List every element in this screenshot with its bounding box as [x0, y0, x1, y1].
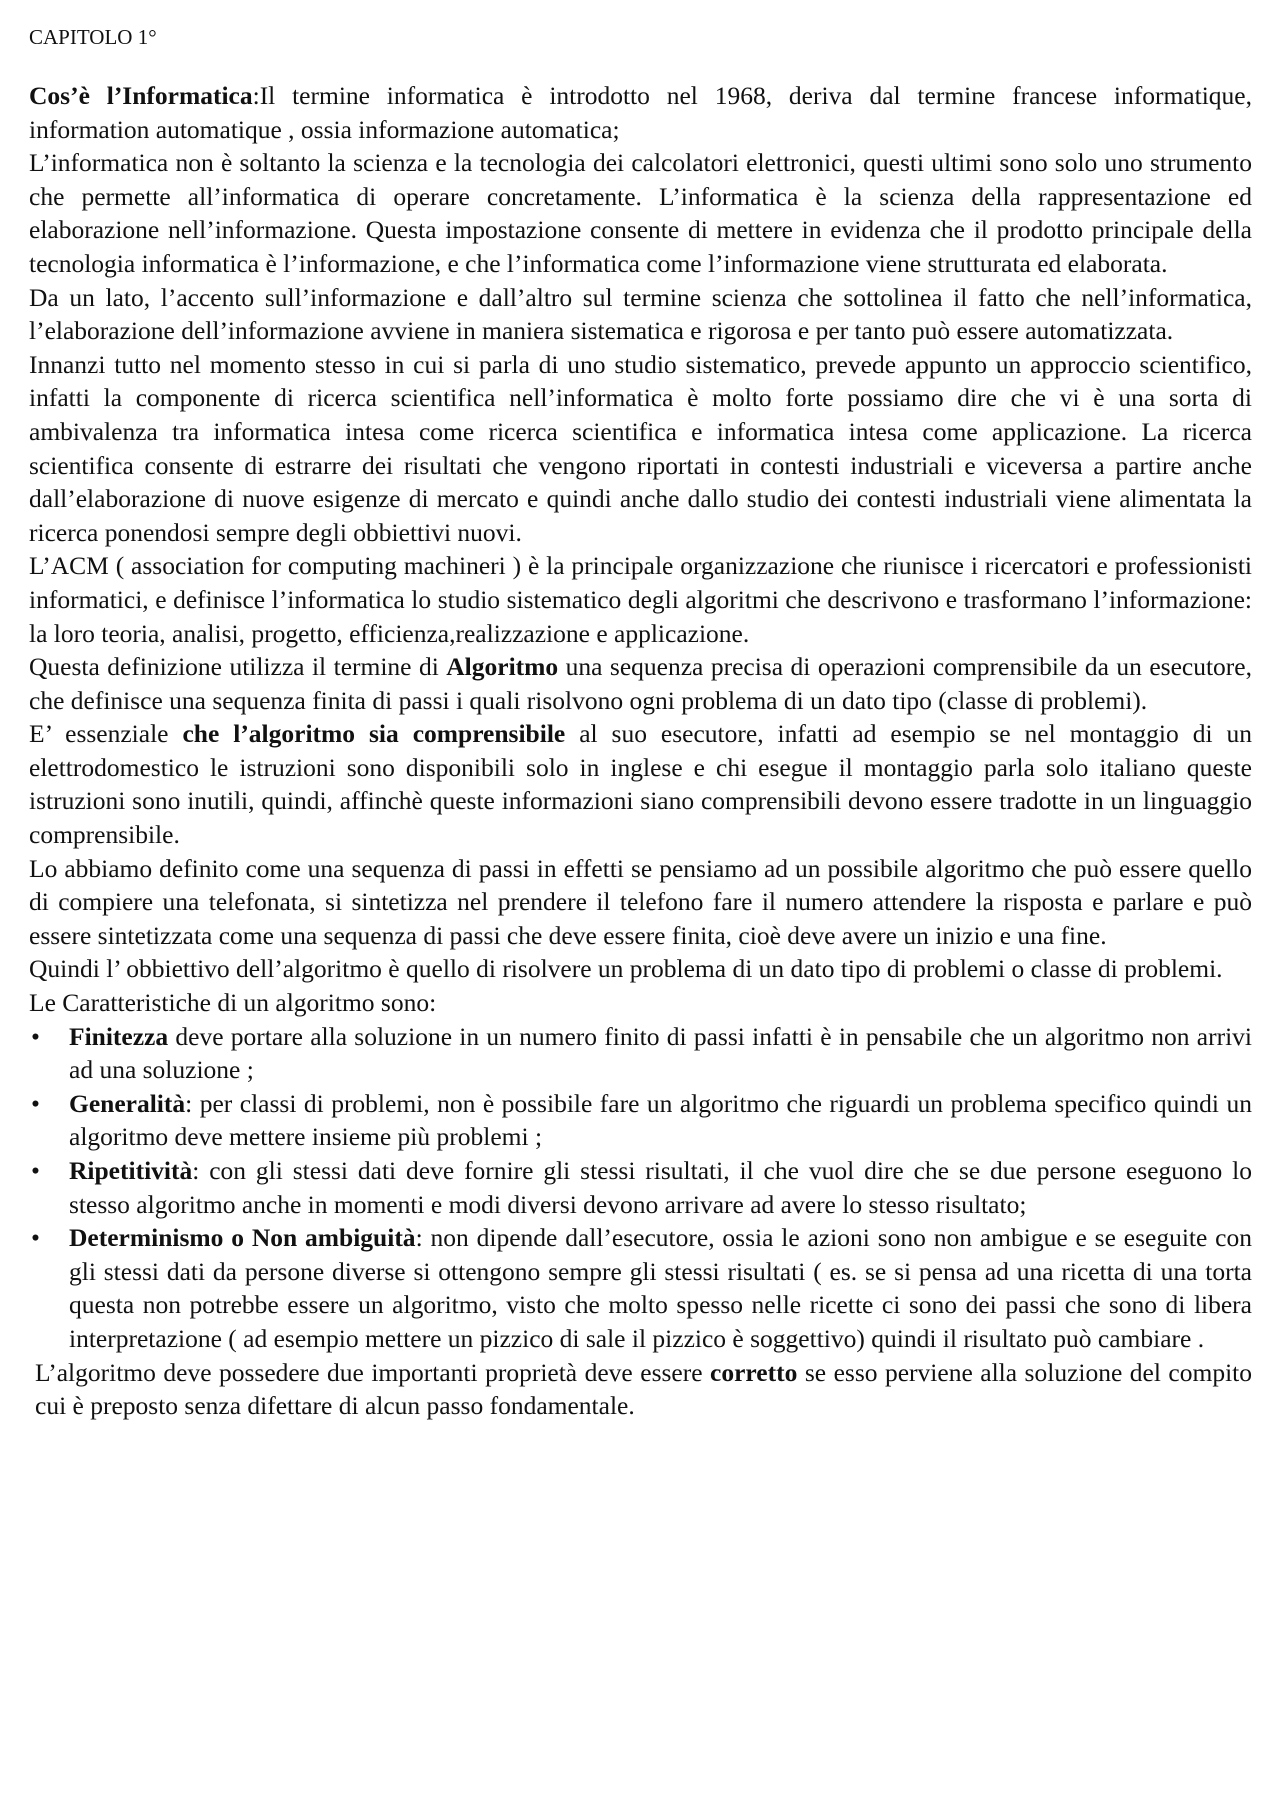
- paragraph-innanzi: Innanzi tutto nel momento stesso in cui si parla di uno studio sistematico, prevede appunto un approccio scientifico, infatti la componente di ricerca scientifica nell’informatica è molto forte possiamo dire che vi è una sorta di ambivalenza tra informatica intesa come ricerca scientifica e informatica intesa come applicazione. La ricerca scientifica consente di estrarre dei risultati che vengono riportati in contesti industriali e viceversa a partire anche dall’elaborazione di nuove esigenze di mercato e quindi anche dallo studio dei contesti industriali viene alimentata la ricerca ponendosi sempre degli obbiettivi nuovi.: [29, 349, 1252, 547]
- essenziale-after: al suo esecutore, infatti ad esempio se nel montaggio di un elettrodomestico le istruzioni sono disponibili solo in inglese e chi esegue il montaggio parla solo italiano queste istruzioni sono inutili, quindi, affinchè queste informazioni siano comprensibili devono essere tradotte in un linguaggio comprensibile.: [29, 719, 1252, 850]
- list-item-generalita: [29, 1087, 1252, 1154]
- paragraph-essenziale: [29, 717, 1252, 851]
- paragraph-sequenza: Lo abbiamo definito come una sequenza di passi in effetti se pensiamo ad un possibile algoritmo che può essere quello di compiere una telefonata, si sintetizza nel prendere il telefono fare il numero attendere la risposta e parlare e può essere sintetizzata come una sequenza di passi che deve essere finita, cioè deve avere un inizio e una fine.: [29, 853, 1252, 950]
- intro-text: :Il termine informatica è introdotto nel 1968, deriva dal termine francese informatique, information automatique , ossia informazione automatica;: [29, 81, 1252, 144]
- paragraph-acm: L’ACM ( association for computing machineri ) è la principale organizzazione che riunisce i ricercatori e professionisti informatici, e definisce l’informatica lo studio sistematico degli algoritmi che descrivono e trasformano l’informazione: la loro teoria, analisi, progetto, efficienza,realizzazione e applicazione.: [29, 551, 1252, 648]
- essenziale-before: E’ essenziale: [29, 719, 183, 749]
- document-page: [29, 22, 1252, 1423]
- closing-before: L’algoritmo deve possedere due importanti proprietà deve essere: [35, 1357, 711, 1387]
- chapter-title: CAPITOLO 1°: [29, 25, 157, 49]
- bullet-icon: •: [31, 1021, 40, 1051]
- characteristic-text: deve portare alla soluzione in un numero finito di passi infatti è in pensabile che un algoritmo non arrivi ad una soluzione ;: [69, 1021, 1252, 1085]
- document-body: [29, 79, 1252, 1423]
- bullet-icon: •: [31, 1156, 40, 1185]
- list-item-finitezza: [29, 1020, 1252, 1087]
- list-item-determinismo: [29, 1221, 1252, 1355]
- characteristic-term: Finitezza: [69, 1021, 169, 1051]
- list-item-ripetitivita: [29, 1154, 1252, 1221]
- paragraph-definizione: [29, 650, 1252, 717]
- intro-paragraph: [29, 79, 1252, 146]
- bullet-icon: •: [31, 1223, 40, 1253]
- bullet-icon: •: [31, 1088, 40, 1118]
- characteristic-text: : per classi di problemi, non è possibile fare un algoritmo che riguardi un problema specifico quindi un algoritmo deve mettere insieme più problemi ;: [69, 1088, 1252, 1152]
- closing-after: se esso perviene alla soluzione del compito cui è preposto senza difettare di alcun passo fondamentale.: [35, 1357, 1253, 1421]
- characteristic-term: Generalità: [69, 1088, 186, 1118]
- closing-term: corretto: [710, 1357, 798, 1387]
- characteristic-text: : con gli stessi dati deve fornire gli stessi risultati, il che vuol dire che se due persone eseguono lo stesso algoritmo anche in momenti e modi diversi devono arrivare ad avere lo stesso risultato;: [69, 1156, 1252, 1219]
- characteristic-text: : non dipende dall’esecutore, ossia le azioni sono non ambigue e se eseguite con gli stessi dati da persone diverse si ottengono sempre gli stessi risultati ( es. se si pensa ad una ricetta di una torta questa non potrebbe essere un algoritmo, visto che molto spesso nelle ricette ci sono dei passi che sono di libera interpretazione ( ad esempio mettere un pizzico di sale il pizzico è soggettivo) quindi il risultato può cambiare .: [69, 1223, 1253, 1353]
- paragraph-caratteristiche: Le Caratteristiche di un algoritmo sono:: [29, 988, 437, 1018]
- definizione-after: una sequenza precisa di operazioni comprensibile da un esecutore, che definisce una sequenza finita di passi i quali risolvono ogni problema di un dato tipo (classe di problemi).: [29, 652, 1252, 715]
- definizione-before: Questa definizione utilizza il termine di: [29, 652, 447, 682]
- intro-term: Cos’è l’Informatica: [29, 81, 253, 110]
- characteristic-term: Determinismo o Non ambiguità: [69, 1223, 416, 1253]
- paragraph-obbiettivo: Quindi l’ obbiettivo dell’algoritmo è quello di risolvere un problema di un dato tipo di problemi o classe di problemi.: [29, 954, 1223, 984]
- definizione-term: Algoritmo: [446, 652, 559, 682]
- paragraph-scienza: L’informatica non è soltanto la scienza e la tecnologia dei calcolatori elettronici, questi ultimi sono solo uno strumento che permette all’informatica di operare concretamente. L’informatica è la scienza della rappresentazione ed elaborazione nell’informazione. Questa impostazione consente di mettere in evidenza che il prodotto principale della tecnologia informatica è l’informazione, e che l’informatica come l’informazione viene strutturata ed elaborata.: [29, 148, 1252, 278]
- essenziale-term: che l’algoritmo sia comprensibile: [182, 719, 566, 749]
- characteristic-term: Ripetitività: [69, 1156, 193, 1185]
- paragraph-closing: [35, 1356, 1252, 1423]
- characteristics-list: [29, 1020, 1252, 1356]
- paragraph-accento: Da un lato, l’accento sull’informazione e dall’altro sul termine scienza che sottolinea il fatto che nell’informatica, l’elaborazione dell’informazione avviene in maniera sistematica e rigorosa e per tanto può essere automatizzata.: [29, 282, 1252, 346]
